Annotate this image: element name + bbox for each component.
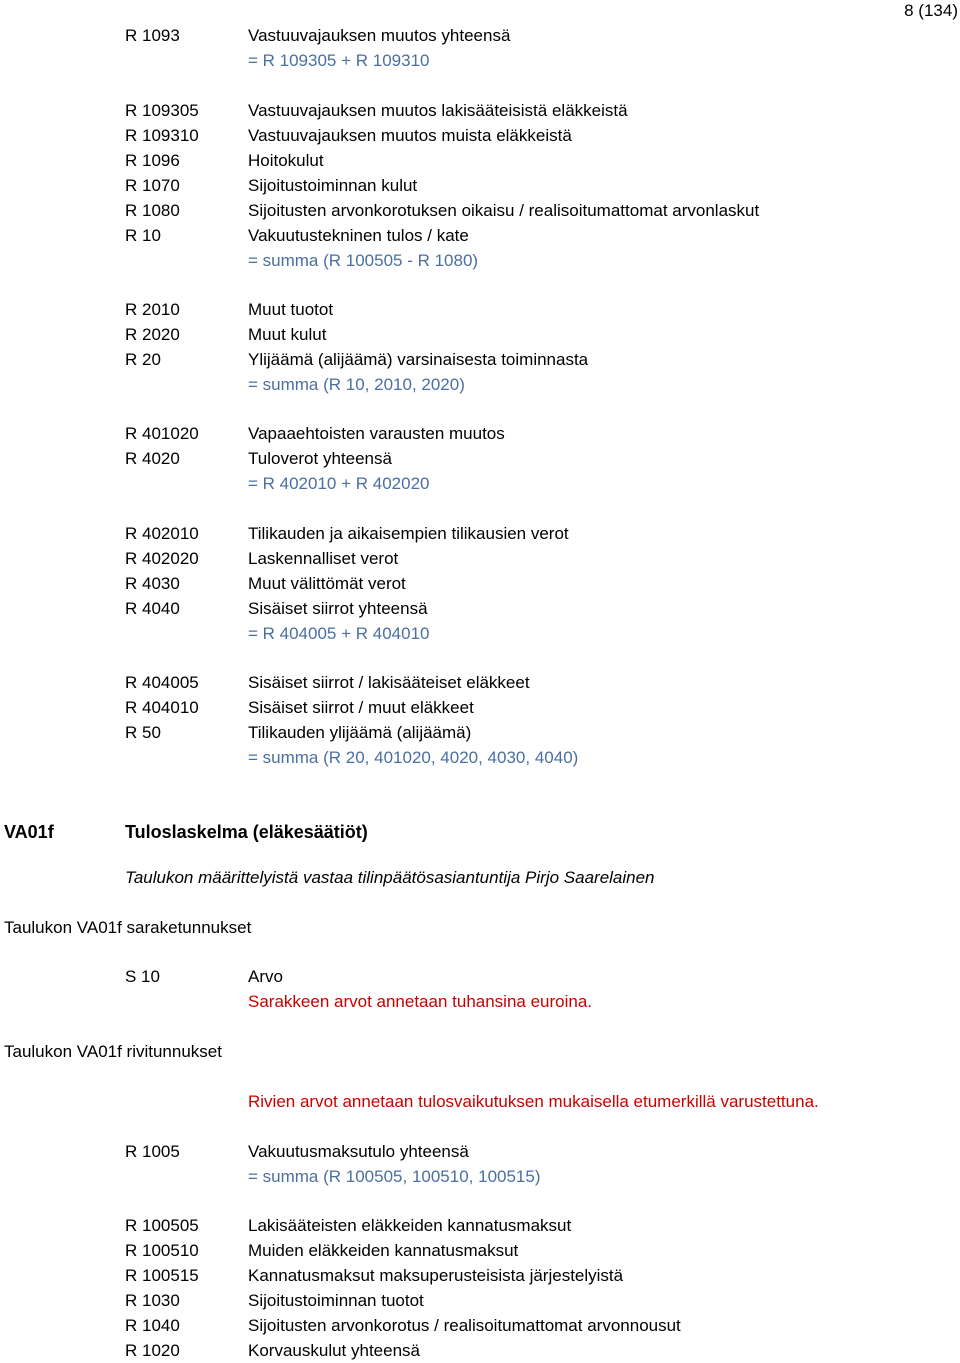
row-code: R 1030 — [125, 1291, 180, 1310]
column-label: Arvo — [248, 967, 283, 986]
row-code: R 402010 — [125, 524, 199, 543]
row-code: R 2010 — [125, 300, 180, 319]
rows-note: Rivien arvot annetaan tulosvaikutuksen mukaisella etumerkillä varustettuna. — [248, 1092, 819, 1111]
row-code: R 1040 — [125, 1316, 180, 1335]
row-label: Sisäiset siirrot yhteensä — [248, 599, 428, 618]
row-code: R 109310 — [125, 126, 199, 145]
row-label: Vastuuvajauksen muutos muista eläkkeistä — [248, 126, 572, 145]
row-formula: = R 402010 + R 402020 — [248, 474, 430, 493]
row-code: R 1005 — [125, 1142, 180, 1161]
row-label: Vastuuvajauksen muutos lakisääteisistä eläkkeistä — [248, 101, 628, 120]
table-title: Tuloslaskelma (eläkesäätiöt) — [125, 822, 368, 842]
row-label: Sijoitusten arvonkorotus / realisoitumattomat arvonnousut — [248, 1316, 681, 1335]
table-id: VA01f — [4, 822, 54, 842]
row-label: Vakuutustekninen tulos / kate — [248, 226, 469, 245]
row-code: R 100510 — [125, 1241, 199, 1260]
row-label: Hoitokulut — [248, 151, 324, 170]
row-label: Kannatusmaksut maksuperusteisista järjestelyistä — [248, 1266, 624, 1285]
column-code: S 10 — [125, 967, 160, 986]
row-label: Laskennalliset verot — [248, 549, 399, 568]
row-label: Tilikauden ja aikaisempien tilikausien verot — [248, 524, 569, 543]
row-label: Vapaaehtoisten varausten muutos — [248, 424, 505, 443]
row-formula: = R 404005 + R 404010 — [248, 624, 430, 643]
row-code: R 1070 — [125, 176, 180, 195]
row-label: Sijoitusten arvonkorotuksen oikaisu / realisoitumattomat arvonlaskut — [248, 201, 760, 220]
row-code: R 404010 — [125, 698, 199, 717]
row-label: Muiden eläkkeiden kannatusmaksut — [248, 1241, 519, 1260]
row-label: Sijoitustoiminnan kulut — [248, 176, 418, 195]
columns-heading: Taulukon VA01f saraketunnukset — [4, 918, 252, 937]
row-formula: = summa (R 10, 2010, 2020) — [248, 375, 465, 394]
rows-heading: Taulukon VA01f rivitunnukset — [4, 1042, 222, 1061]
row-label: Muut välittömät verot — [248, 574, 406, 593]
row-formula: = summa (R 100505, 100510, 100515) — [248, 1167, 541, 1186]
row-label: Sisäiset siirrot / lakisääteiset eläkkeet — [248, 673, 530, 692]
row-formula: = R 109305 + R 109310 — [248, 51, 430, 70]
row-code: R 4040 — [125, 599, 180, 618]
row-label: Tilikauden ylijäämä (alijäämä) — [248, 723, 472, 742]
row-code: R 4030 — [125, 574, 180, 593]
table-responsible-note: Taulukon määrittelyistä vastaa tilinpäätösasiantuntija Pirjo Saarelainen — [125, 868, 655, 887]
row-code: R 20 — [125, 350, 161, 369]
row-label: Sijoitustoiminnan tuotot — [248, 1291, 424, 1310]
column-note: Sarakkeen arvot annetaan tuhansina euroina. — [248, 992, 593, 1011]
row-formula: = summa (R 100505 - R 1080) — [248, 251, 479, 270]
row-label: Vakuutusmaksutulo yhteensä — [248, 1142, 469, 1161]
row-code: R 401020 — [125, 424, 199, 443]
row-code: R 109305 — [125, 101, 199, 120]
row-label: Sisäiset siirrot / muut eläkkeet — [248, 698, 474, 717]
row-code: R 1096 — [125, 151, 180, 170]
row-code: R 10 — [125, 226, 161, 245]
row-label: Tuloverot yhteensä — [248, 449, 392, 468]
row-code: R 2020 — [125, 325, 180, 344]
row-label: Lakisääteisten eläkkeiden kannatusmaksut — [248, 1216, 572, 1235]
row-code: R 1080 — [125, 201, 180, 220]
row-code: R 50 — [125, 723, 161, 742]
row-label: Muut kulut — [248, 325, 327, 344]
row-label: Vastuuvajauksen muutos yhteensä — [248, 26, 511, 45]
row-code: R 404005 — [125, 673, 199, 692]
row-code: R 402020 — [125, 549, 199, 568]
row-code: R 4020 — [125, 449, 180, 468]
row-code: R 100505 — [125, 1216, 199, 1235]
row-label: Korvauskulut yhteensä — [248, 1341, 420, 1360]
row-label: Muut tuotot — [248, 300, 334, 319]
page-number: 8 (134) — [904, 1, 958, 20]
row-formula: = summa (R 20, 401020, 4020, 4030, 4040) — [248, 748, 579, 767]
row-code: R 1093 — [125, 26, 180, 45]
row-label: Ylijäämä (alijäämä) varsinaisesta toiminnasta — [248, 350, 589, 369]
row-code: R 1020 — [125, 1341, 180, 1360]
row-code: R 100515 — [125, 1266, 199, 1285]
